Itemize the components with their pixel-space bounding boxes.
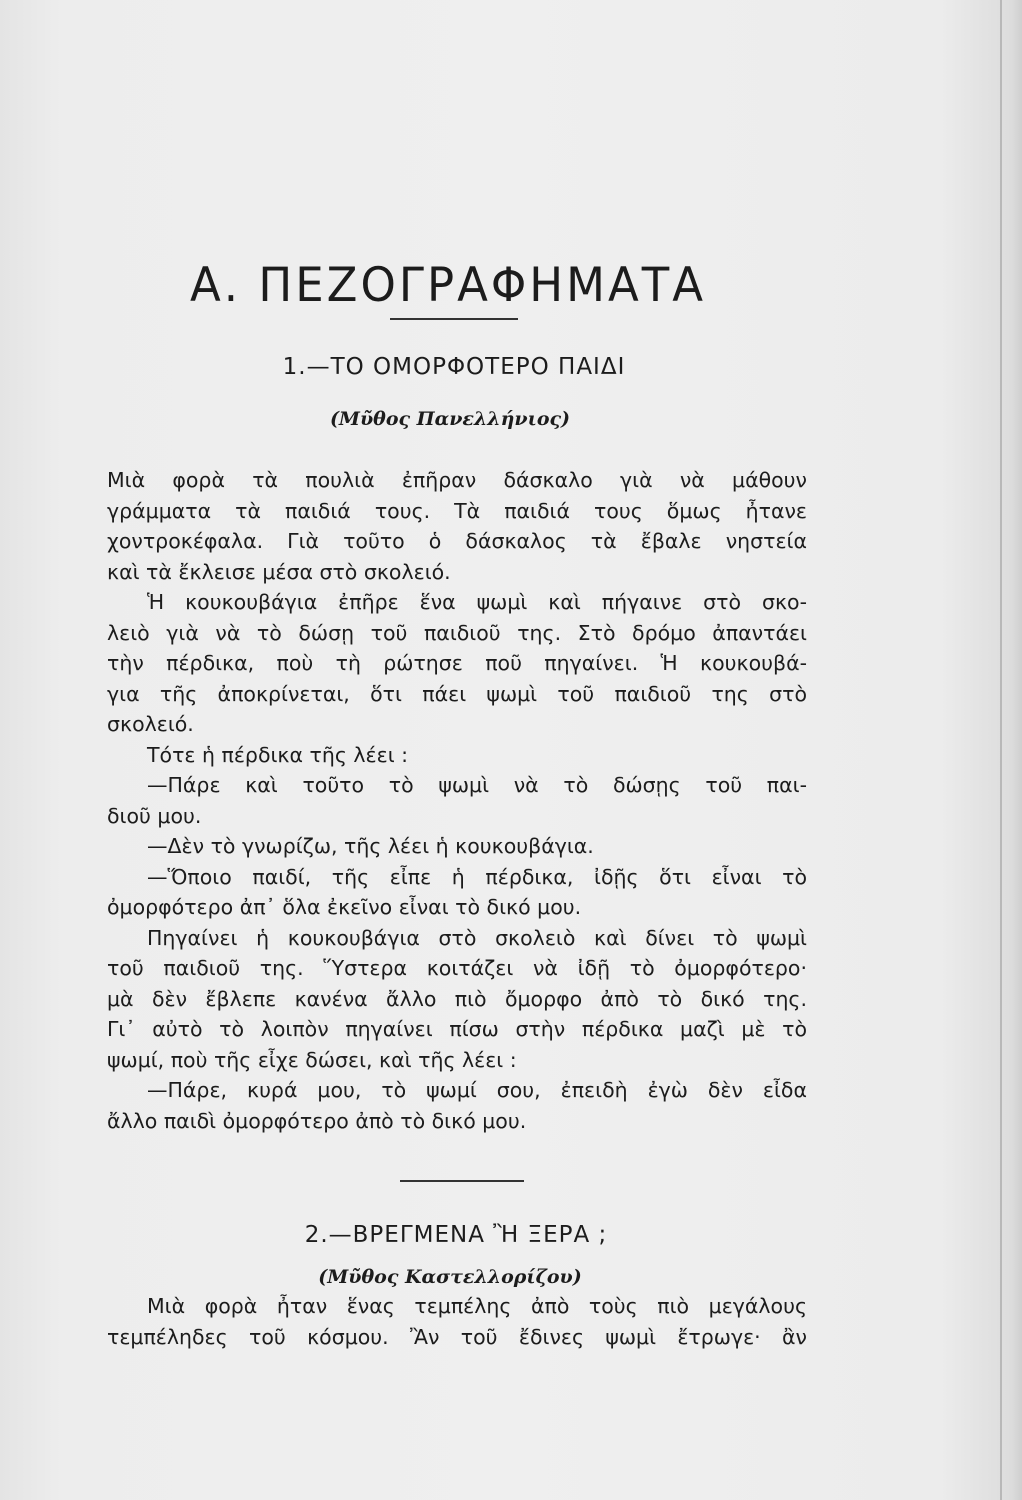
text-line: —Πάρε, κυρά μου, τὸ ψωμί σου, ἐπειδὴ ἐγὼ δὲν εἶδα xyxy=(147,1078,807,1102)
text-line: Γι᾽ αὐτὸ τὸ λοιπὸν πηγαίνει πίσω στὴν πέρδικα μαζὶ μὲ τὸ xyxy=(107,1017,807,1041)
text-line: για τῆς ἀποκρίνεται, ὅτι πάει ψωμὶ τοῦ παιδιοῦ της στὸ xyxy=(107,681,807,706)
text-line: σκολειό. xyxy=(107,712,194,736)
text-line: λειὸ γιὰ νὰ τὸ δώσῃ τοῦ παιδιοῦ της. Στὸ δρόμο ἀπαντάει xyxy=(107,620,807,645)
text-line: τεμπέληδες τοῦ κόσμου. Ἂν τοῦ ἔδινες ψωμὶ ἔτρωγε· ἂν xyxy=(107,1324,807,1349)
text-line: Ἡ κουκουβάγια ἐπῆρε ἕνα ψωμὶ καὶ πήγαινε στὸ σκο- xyxy=(147,590,807,614)
text-line: ψωμί, ποὺ τῆς εἶχε δώσει, καὶ τῆς λέει : xyxy=(107,1047,517,1072)
text-line: ὀμορφότερο ἀπ᾽ ὅλα ἐκεῖνο εἶναι τὸ δικό μου. xyxy=(107,895,582,919)
section-title: Α. ΠΕΖΟΓΡΑΦΗΜΑΤΑ xyxy=(189,256,707,313)
story-body xyxy=(107,465,807,1136)
text-line: καὶ τὰ ἔκλεισε μέσα στὸ σκολειό. xyxy=(107,559,451,584)
text-line: γράμματα τὰ παιδιά τους. Τὰ παιδιά τους ὅμως ἦτανε xyxy=(107,498,807,523)
text-line: χοντροκέφαλα. Γιὰ τοῦτο ὁ δάσκαλος τὰ ἔβαλε νηστεία xyxy=(107,529,807,553)
text-line: τὴν πέρδικα, ποὺ τὴ ρώτησε ποῦ πηγαίνει. Ἡ κουκουβά- xyxy=(107,651,807,675)
text-line: Μιὰ φορὰ ἦταν ἕνας τεμπέλης ἀπὸ τοὺς πιὸ μεγάλους xyxy=(147,1294,807,1318)
story-title: 2.—ΒΡΕΓΜΕΝΑ Ἢ ΞΕΡΑ ; xyxy=(304,1222,608,1248)
text-line: Πηγαίνει ἡ κουκουβάγια στὸ σκολειὸ καὶ δίνει τὸ ψωμὶ xyxy=(147,925,807,950)
text-line: —Δὲν τὸ γνωρίζω, τῆς λέει ἡ κουκουβάγια. xyxy=(147,834,594,858)
story-body xyxy=(107,1291,807,1352)
text-line: μὰ δὲν ἔβλεπε κανένα ἄλλο πιὸ ὄμορφο ἀπὸ τὸ δικό της. xyxy=(107,986,807,1011)
text-line: τοῦ παιδιοῦ της. Ὕστερα κοιτάζει νὰ ἰδῇ τὸ ὀμορφότερο· xyxy=(107,956,807,980)
story-subtitle: (Μῦθος Πανελλήνιος) xyxy=(329,408,571,430)
text-line: διοῦ μου. xyxy=(107,803,202,828)
section-divider xyxy=(390,318,518,320)
story-title: 1.—ΤΟ ΟΜΟΡΦΟΤΕΡΟ ΠΑΙΔΙ xyxy=(282,354,626,380)
story-divider xyxy=(400,1180,524,1182)
text-line: —Ὅποιο παιδί, τῆς εἶπε ἡ πέρδικα, ἰδῇς ὅτι εἶναι τὸ xyxy=(147,864,807,889)
text-line: Μιὰ φορὰ τὰ πουλιὰ ἐπῆραν δάσκαλο γιὰ νὰ μάθουν xyxy=(107,468,807,492)
page-edge-shadow xyxy=(1000,0,1002,1500)
story-subtitle: (Μῦθος Καστελλορίζου) xyxy=(318,1266,582,1288)
text-line: —Πάρε καὶ τοῦτο τὸ ψωμὶ νὰ τὸ δώσῃς τοῦ παι- xyxy=(147,773,807,797)
text-line: ἄλλο παιδὶ ὀμορφότερο ἀπὸ τὸ δικό μου. xyxy=(107,1108,527,1133)
text-line: Τότε ἡ πέρδικα τῆς λέει : xyxy=(147,742,409,767)
